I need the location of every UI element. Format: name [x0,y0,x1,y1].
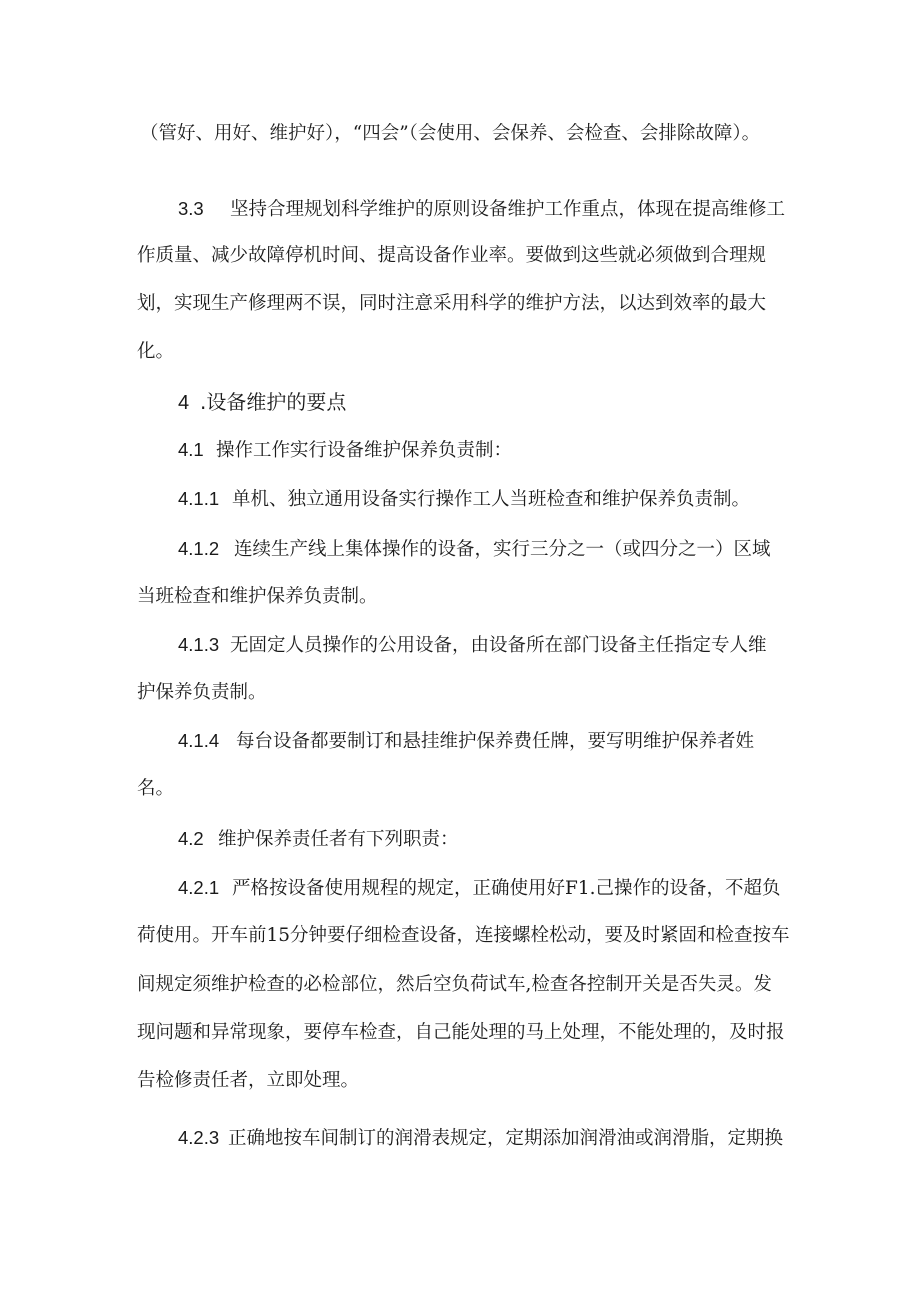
section-3-3-line-1 [178,197,785,222]
text-line: 当班检查和维护保养负责制。 [137,586,378,607]
section-number: 4.2 [178,828,204,849]
section-4-1-3-line-2 [137,681,267,705]
section-4-heading [178,390,346,415]
text-line: 正确地按车间制订的润滑表规定，定期添加润滑油或润滑脂，定期换 [228,1128,784,1149]
section-4-2-1-line-2 [137,924,790,948]
section-title: .设备维护的要点 [200,390,347,414]
text-line: 划，实现生产修理两不误，同时注意采用科学的维护方法，以达到效率的最大 [137,293,767,314]
section-4-1-1 [178,487,750,512]
section-number: 4 [178,392,190,414]
section-4-2-1-line-3 [137,973,772,997]
text-line: 严格按设备使用规程的规定，正确使用好F1.己操作的设备，不超负 [232,878,781,899]
section-4-1 [178,438,512,463]
section-3-3-line-2 [137,244,766,268]
section-number: 4.2.3 [178,1127,220,1148]
section-number: 4.2.1 [178,877,220,898]
text-line: 现问题和异常现象，要停车检查，自己能处理的马上处理，不能处理的，及时报 [137,1022,785,1043]
section-number: 3.3 [178,198,204,219]
text-line: 坚持合理规划科学维护的原则设备维护工作重点，体现在提高维修工 [230,199,786,220]
section-4-2-1-line-4 [137,1021,785,1045]
text-line: 化。 [137,341,175,362]
text-line: 无固定人员操作的公用设备，由设备所在部门设备主任指定专人维 [230,635,767,656]
text-line: 单机、独立通用设备实行操作工人当班检查和维护保养负责制。 [232,489,751,510]
section-4-2-1-line-1 [178,876,781,901]
text-line: 护保养负责制。 [137,682,267,703]
section-4-1-4-line-1 [178,729,754,754]
section-4-1-2-line-1 [178,537,771,562]
section-4-1-2-line-2 [137,585,378,609]
section-3-3-line-3 [137,292,766,316]
section-4-1-4-line-2 [137,777,174,801]
section-number: 4.1 [178,439,204,460]
text-line: 告检修责任者，立即处理。 [137,1070,360,1091]
text-line: 作质量、减少故障停机时间、提高设备作业率。要做到这些就必须做到合理规 [137,245,767,266]
section-4-2-1-line-5 [137,1069,359,1093]
paragraph-four-meetings [140,122,760,146]
section-number: 4.1.1 [178,488,220,509]
text-line: 名。 [137,778,175,799]
text-line: 维护保养责任者有下列职责： [218,829,459,850]
section-4-1-3-line-1 [178,633,767,658]
text-line: 荷使用。开车前15分钟要仔细检查设备，连接螺栓松动，要及时紧固和检查按车 [137,925,790,946]
section-number: 4.1.4 [178,730,220,751]
text-line: 连续生产线上集体操作的设备，实行三分之一（或四分之一）区域 [234,539,771,560]
section-3-3-line-4 [137,340,174,364]
section-number: 4.1.3 [178,634,220,655]
text-line: 间规定须维护检查的必检部位，然后空负荷试车,检查各控制开关是否失灵。发 [137,974,772,995]
text-line: （管好、用好、维护好），“四会”（会使用、会保养、会检查、会排除故障）。 [140,123,761,144]
section-4-2-3 [178,1126,783,1151]
section-4-2 [178,827,459,852]
text-line: 操作工作实行设备维护保养负责制： [216,440,513,461]
text-line: 每台设备都要制订和悬挂维护保养费任牌，要写明维护保养者姓 [236,731,755,752]
section-number: 4.1.2 [178,538,220,559]
